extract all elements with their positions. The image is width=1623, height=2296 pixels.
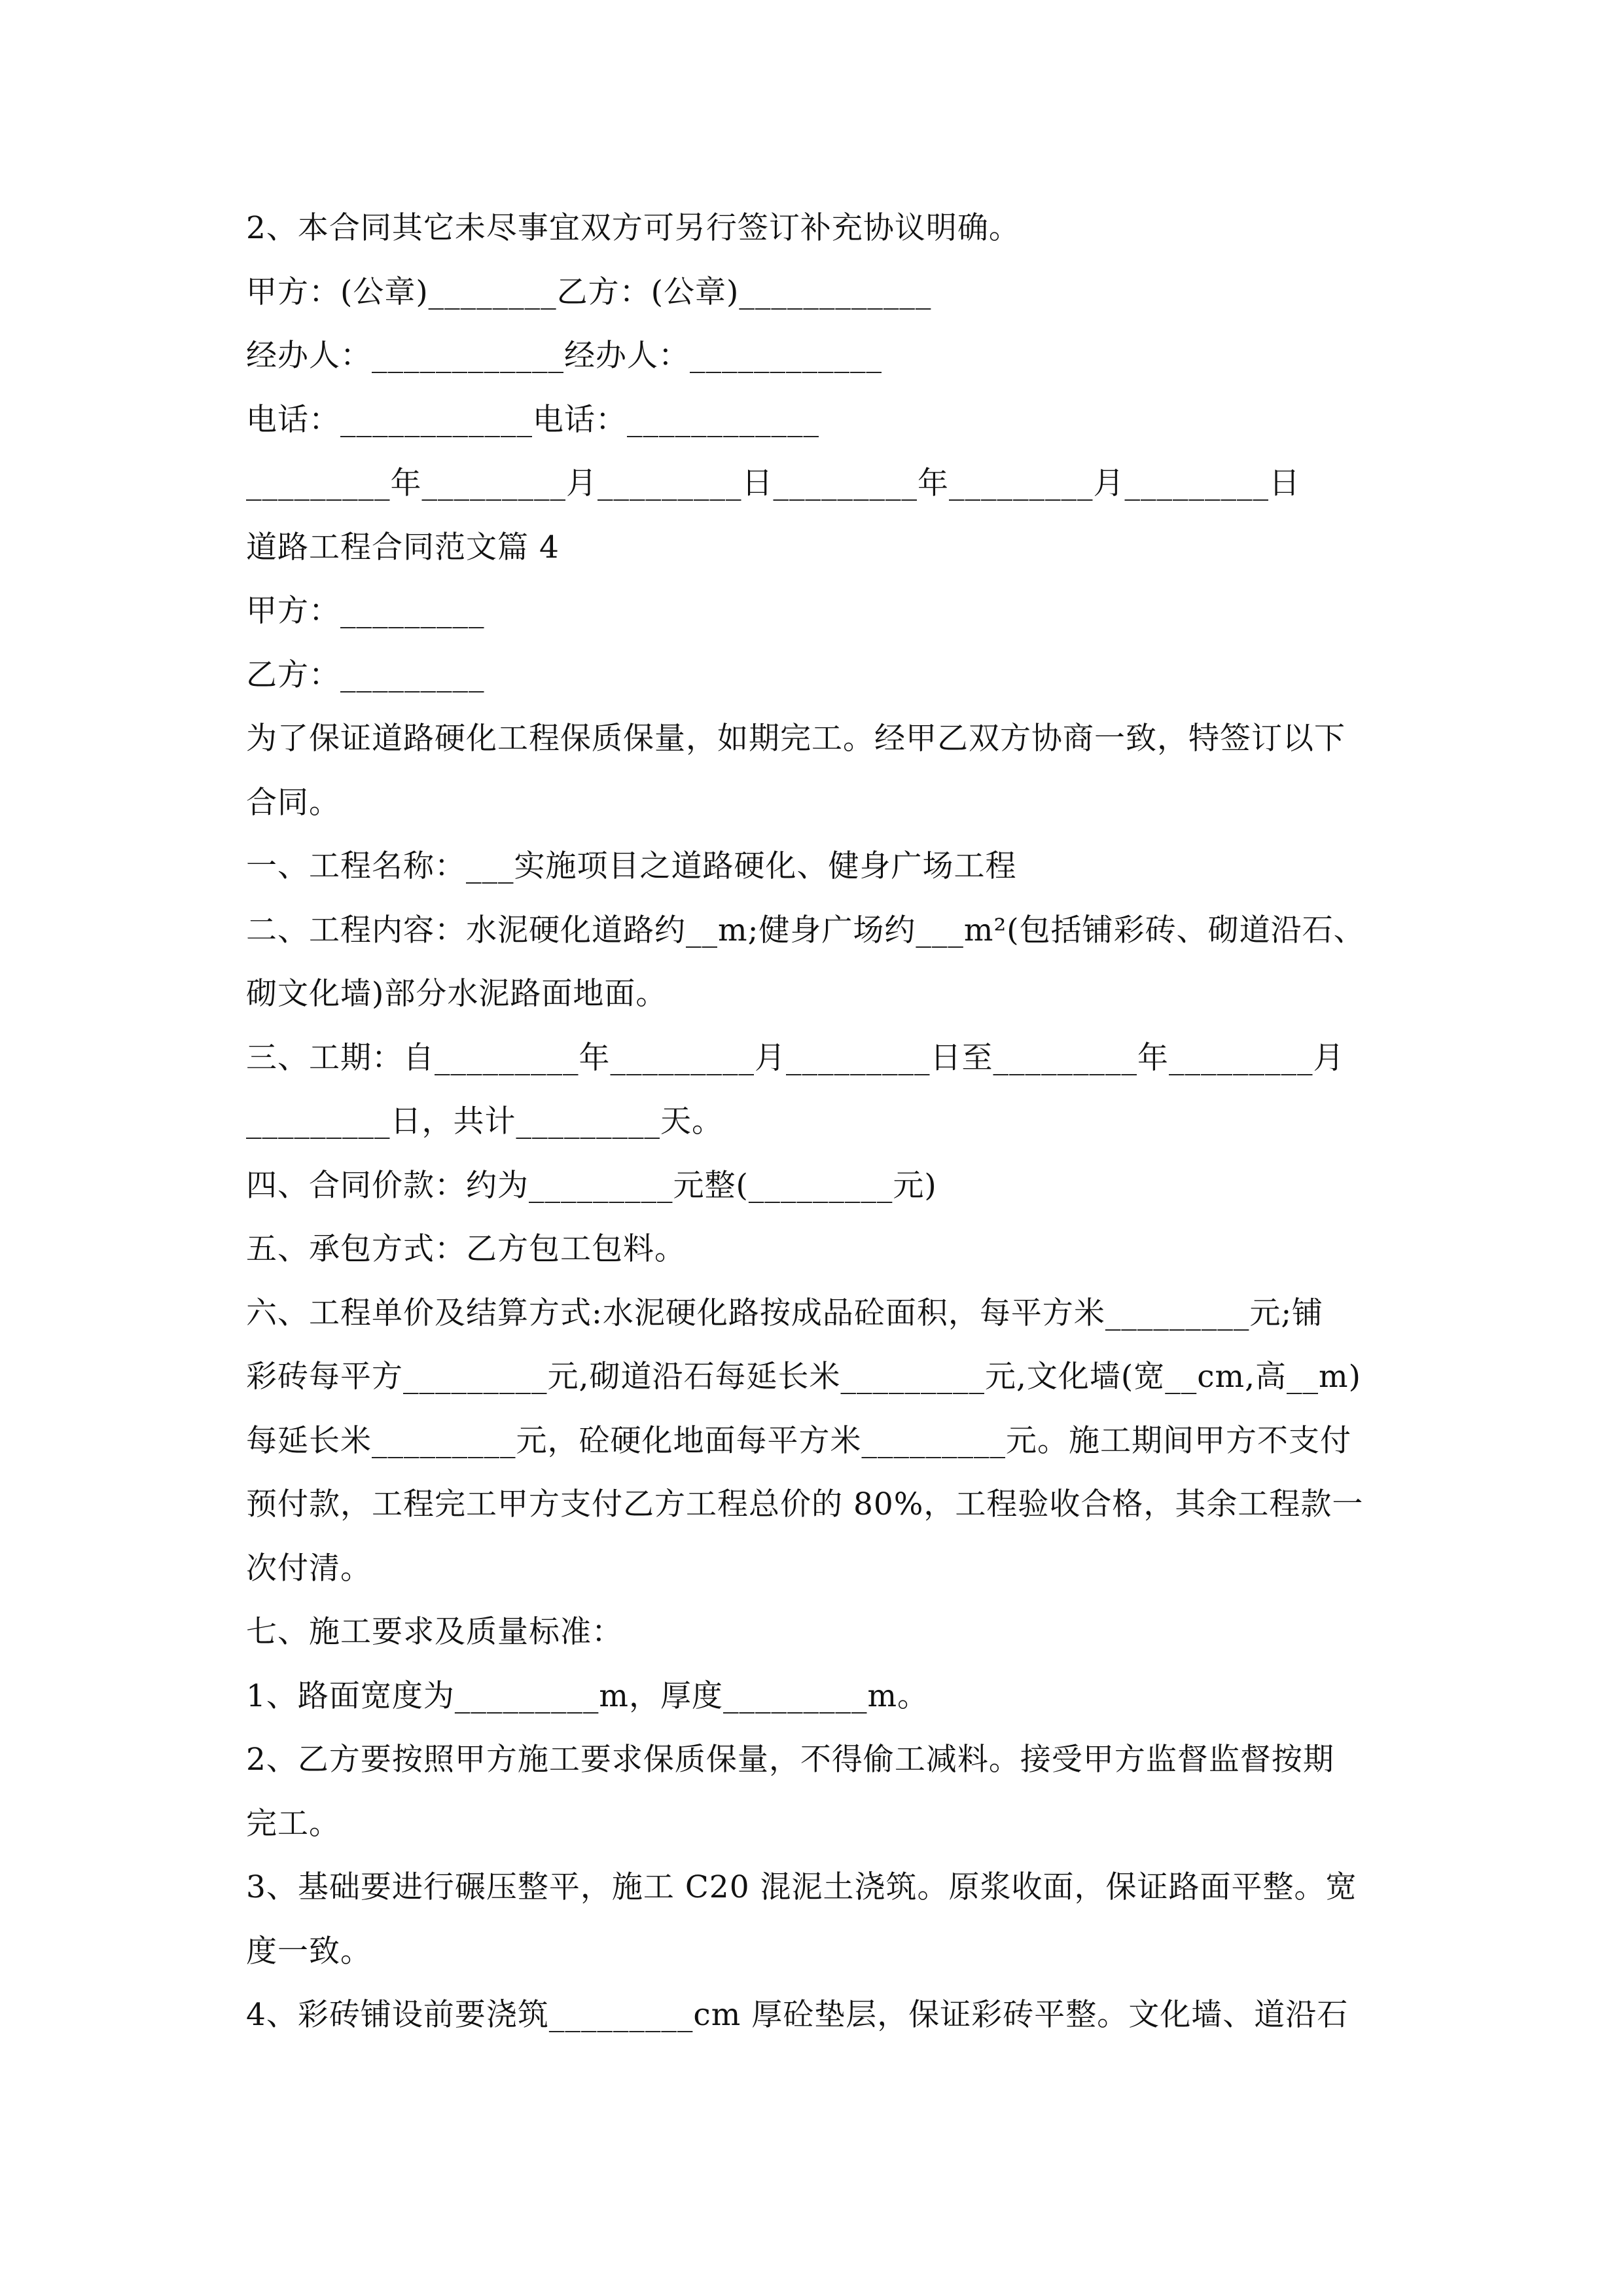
text-line: 五、承包方式：乙方包工包料。 — [246, 1231, 686, 1267]
text-line: 每延长米_________元，砼硬化地面每平方米_________元。施工期间甲方不支付 — [246, 1422, 1351, 1459]
text-line: 四、合同价款：约为_________元整(_________元) — [246, 1167, 937, 1204]
text-line: 一、工程名称：___实施项目之道路硬化、健身广场工程 — [246, 848, 1017, 884]
text-line: 2、本合同其它未尽事宜双方可另行签订补充协议明确。 — [246, 210, 1020, 246]
text-line: 甲方：_________ — [246, 593, 485, 629]
section-heading: 道路工程合同范文篇 4 — [246, 529, 560, 565]
text-line: 1、路面宽度为_________m，厚度_________m。 — [246, 1677, 929, 1714]
text-line: 2、乙方要按照甲方施工要求保质保量，不得偷工减料。接受甲方监督监督按期 — [246, 1742, 1334, 1778]
text-line: 4、彩砖铺设前要浇筑_________cm 厚砼垫层，保证彩砖平整。文化墙、道沿石 — [246, 1997, 1349, 2033]
text-line: 三、工期：自_________年_________月_________日至_________年_________月 — [246, 1039, 1345, 1076]
text-line: 次付清。 — [246, 1550, 372, 1587]
text-line: 砌文化墙)部分水泥路面地面。 — [246, 976, 668, 1012]
text-line: 预付款，工程完工甲方支付乙方工程总价的 80%，工程验收合格，其余工程款一 — [246, 1486, 1364, 1522]
text-line: 乙方：_________ — [246, 656, 485, 693]
text-line: 经办人：____________经办人：____________ — [246, 338, 882, 374]
text-line: 电话：____________电话：____________ — [246, 401, 819, 438]
text-line: 为了保证道路硬化工程保质保量，如期完工。经甲乙双方协商一致，特签订以下 — [246, 721, 1346, 757]
text-line: 度一致。 — [246, 1933, 372, 1969]
text-line: 3、基础要进行碾压整平，施工 C20 混泥土浇筑。原浆收面，保证路面平整。宽 — [246, 1869, 1357, 1905]
text-line: 甲方：(公章)________乙方：(公章)____________ — [246, 274, 932, 310]
text-line: 合同。 — [246, 784, 340, 821]
text-line: _________年_________月_________日_________年_________月_________日 — [246, 465, 1300, 501]
text-line: 七、施工要求及质量标准： — [246, 1614, 623, 1650]
text-line: 二、工程内容：水泥硬化道路约__m;健身广场约___m²(包括铺彩砖、砌道沿石、 — [246, 912, 1365, 948]
document-body — [246, 196, 1385, 2047]
text-line: 六、工程单价及结算方式:水泥硬化路按成品砼面积，每平方米_________元;铺 — [246, 1295, 1324, 1331]
text-line: 彩砖每平方_________元,砌道沿石每延长米_________元,文化墙(宽__cm,高__m) — [246, 1359, 1361, 1395]
text-line: 完工。 — [246, 1805, 340, 1842]
text-line: _________日，共计_________天。 — [246, 1103, 723, 1139]
